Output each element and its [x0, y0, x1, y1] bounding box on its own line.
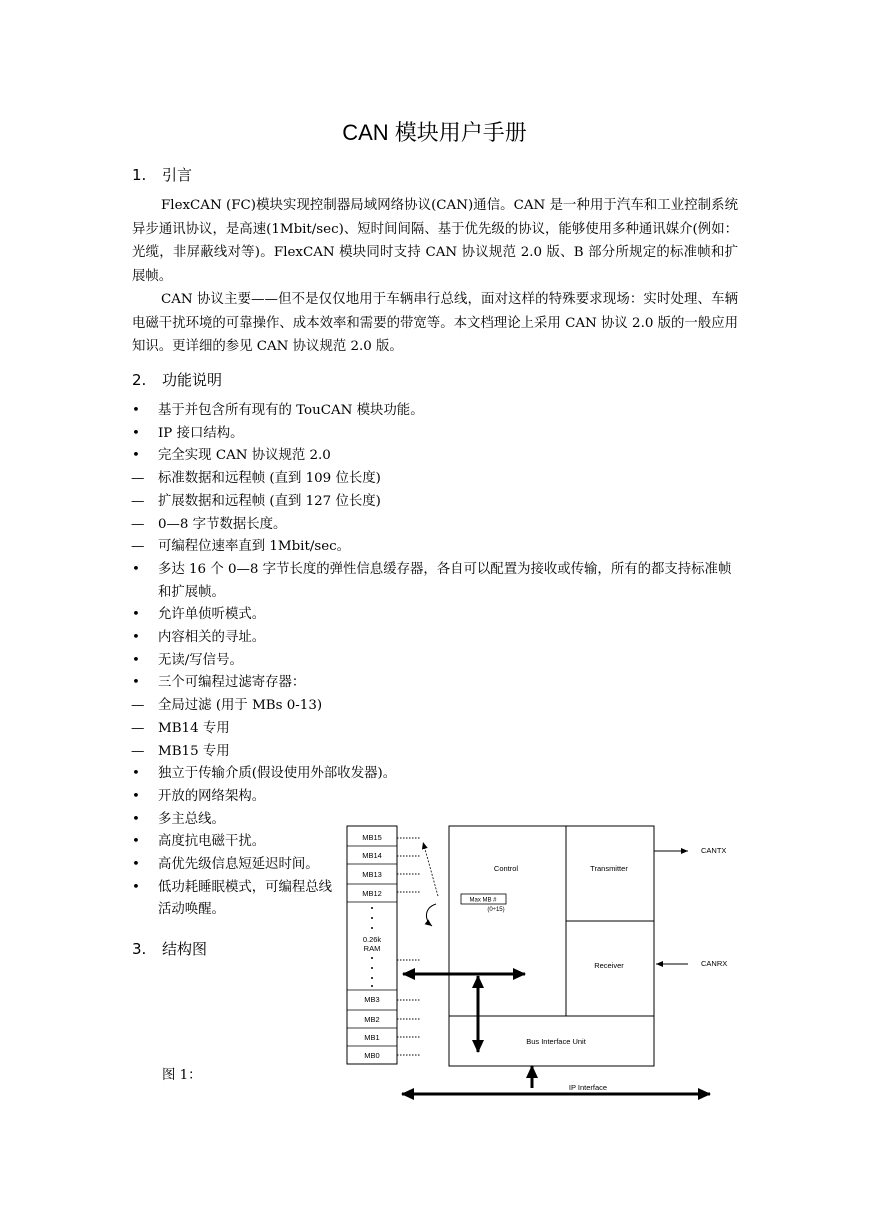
list-item — [132, 672, 742, 695]
bullet-marker: • — [132, 879, 140, 895]
section-3-heading — [132, 938, 207, 959]
list-item — [132, 741, 742, 764]
bullet-marker: • — [132, 561, 140, 577]
dash-marker: — — [131, 471, 145, 487]
list-item — [132, 809, 334, 832]
bullet-marker: • — [132, 425, 140, 441]
bullet-marker: • — [132, 834, 140, 850]
figure-label: 图 1： — [162, 1068, 202, 1083]
list-item-text: 允许单侦听模式。 — [158, 607, 266, 623]
bullet-marker: • — [132, 675, 140, 691]
list-item-text: 无读/写信号。 — [158, 652, 243, 668]
cantx-label: CANTX — [701, 846, 727, 855]
mb1-label: MB1 — [364, 1033, 380, 1042]
list-item — [132, 445, 742, 468]
list-item — [132, 650, 742, 673]
list-item — [132, 491, 742, 514]
max-mb-label: Max MB # — [469, 897, 497, 904]
dash-marker: — — [131, 698, 145, 714]
list-item-text: 多主总线。 — [158, 811, 225, 827]
bullet-marker: • — [132, 766, 140, 782]
list-item-text: 高优先级信息短延迟时间。 — [158, 857, 319, 873]
bullet-marker: • — [132, 811, 140, 827]
mb0-label: MB0 — [364, 1051, 380, 1060]
list-item-text: 内容相关的寻址。 — [158, 630, 266, 646]
bullet-marker: • — [132, 448, 140, 464]
list-item-text: MB14 专用 — [158, 720, 230, 736]
list-item — [132, 854, 344, 877]
mb13-label: MB13 — [362, 870, 382, 879]
mb2-label: MB2 — [364, 1015, 380, 1024]
dash-marker: — — [131, 516, 145, 532]
section-number: 1. — [132, 166, 147, 184]
ip-interface-label: IP Interface — [568, 1083, 608, 1092]
receiver-label: Receiver — [594, 961, 624, 970]
section-1-heading — [132, 164, 192, 185]
bus-interface-unit-label: Bus Interface Unit — [526, 1037, 586, 1046]
bullet-marker: • — [132, 403, 140, 418]
list-item-text: IP 接口结构。 — [158, 425, 244, 441]
section-number: 2. — [132, 371, 147, 389]
intro-paragraph-1: FlexCAN (FC)模块实现控制器局域网络协议(CAN)通信。CAN 是一种用于汽车和工业控制系统异步通讯协议，是高速(1Mbit/sec)、短时间间隔、基于优先级的协议，能够使用多种通讯媒介(例如：光缆，非屏蔽线对等)。FlexCAN 模块同时支持 CAN 协议规范 2.0 版、B 部分所规定的标准帧和扩展帧。 — [132, 198, 738, 284]
list-item — [132, 695, 742, 718]
bullet-marker: • — [132, 630, 140, 646]
dash-marker: — — [131, 493, 145, 509]
list-item-text: 开放的网络架构。 — [158, 788, 266, 804]
list-item — [132, 604, 742, 627]
list-item-text: 标准数据和远程帧 (直到 109 位长度) — [158, 471, 381, 487]
ram-label: RAM — [363, 944, 381, 953]
bullet-marker: • — [132, 607, 140, 623]
section-title: 功能说明 — [162, 371, 223, 389]
list-item — [132, 423, 742, 446]
list-item-text: 独立于传输介质(假设使用外部收发器)。 — [158, 766, 397, 782]
section-number: 3. — [132, 940, 147, 958]
intro-paragraph-2: CAN 协议主要——但不是仅仅地用于车辆串行总线，面对这样的特殊要求现场：实时处理、车辆电磁干扰环境的可靠操作、成本效率和需要的带宽等。本文档理论上采用 CAN 协议 2.0 版的一般应用知识。更详细的参见 CAN 协议规范 2.0 版。 — [132, 292, 738, 354]
list-item-text: 完全实现 CAN 协议规范 2.0 — [158, 448, 331, 464]
mb3-label: MB3 — [364, 995, 380, 1004]
list-item — [132, 718, 742, 741]
list-item-text: 三个可编程过滤寄存器： — [158, 675, 306, 691]
ram-size-label: 0.26k — [362, 935, 382, 944]
list-item-text: 0—8 字节数据长度。 — [158, 516, 287, 532]
list-item — [132, 400, 742, 423]
mb12-label: MB12 — [362, 889, 382, 898]
document-title: CAN 模块用户手册 — [342, 120, 527, 145]
list-item — [132, 831, 334, 854]
list-item-text: 可编程位速率直到 1Mbit/sec。 — [158, 539, 351, 555]
canrx-label: CANRX — [701, 959, 728, 968]
list-item-text: 基于并包含所有现有的 TouCAN 模块功能。 — [158, 403, 424, 418]
list-item-text: 高度抗电磁干扰。 — [158, 834, 266, 850]
list-item — [132, 763, 742, 786]
list-item — [132, 536, 742, 559]
transmitter-label: Transmitter — [590, 864, 628, 873]
bullet-marker: • — [132, 788, 140, 804]
list-item-text: 多达 16 个 0—8 字节长度的弹性信息缓存器，各自可以配置为接收或传输，所有的都支持标准帧和扩展帧。 — [158, 561, 732, 600]
max-mb-range-label: (0÷15) — [487, 907, 505, 913]
mb15-label: MB15 — [362, 833, 382, 842]
dash-marker: — — [131, 539, 145, 555]
list-item — [132, 559, 742, 604]
dash-marker: — — [131, 743, 145, 759]
list-item — [132, 877, 334, 922]
list-item — [132, 627, 742, 650]
section-2-heading — [132, 369, 222, 390]
control-label: Control — [493, 864, 519, 873]
bullet-marker: • — [132, 857, 140, 873]
section-title: 结构图 — [162, 940, 208, 958]
list-item-text: 全局过滤 (用于 MBs 0-13) — [158, 698, 323, 714]
mb14-label: MB14 — [362, 851, 382, 860]
section-title: 引言 — [162, 166, 193, 184]
list-item-text: MB15 专用 — [158, 743, 230, 759]
list-item — [132, 786, 742, 809]
list-item-text: 低功耗睡眠模式，可编程总线活动唤醒。 — [158, 879, 333, 918]
list-item — [132, 468, 742, 491]
list-item-text: 扩展数据和远程帧 (直到 127 位长度) — [158, 493, 381, 509]
feature-list — [132, 400, 742, 922]
list-item — [132, 514, 742, 537]
bullet-marker: • — [132, 652, 140, 668]
dash-marker: — — [131, 720, 145, 736]
